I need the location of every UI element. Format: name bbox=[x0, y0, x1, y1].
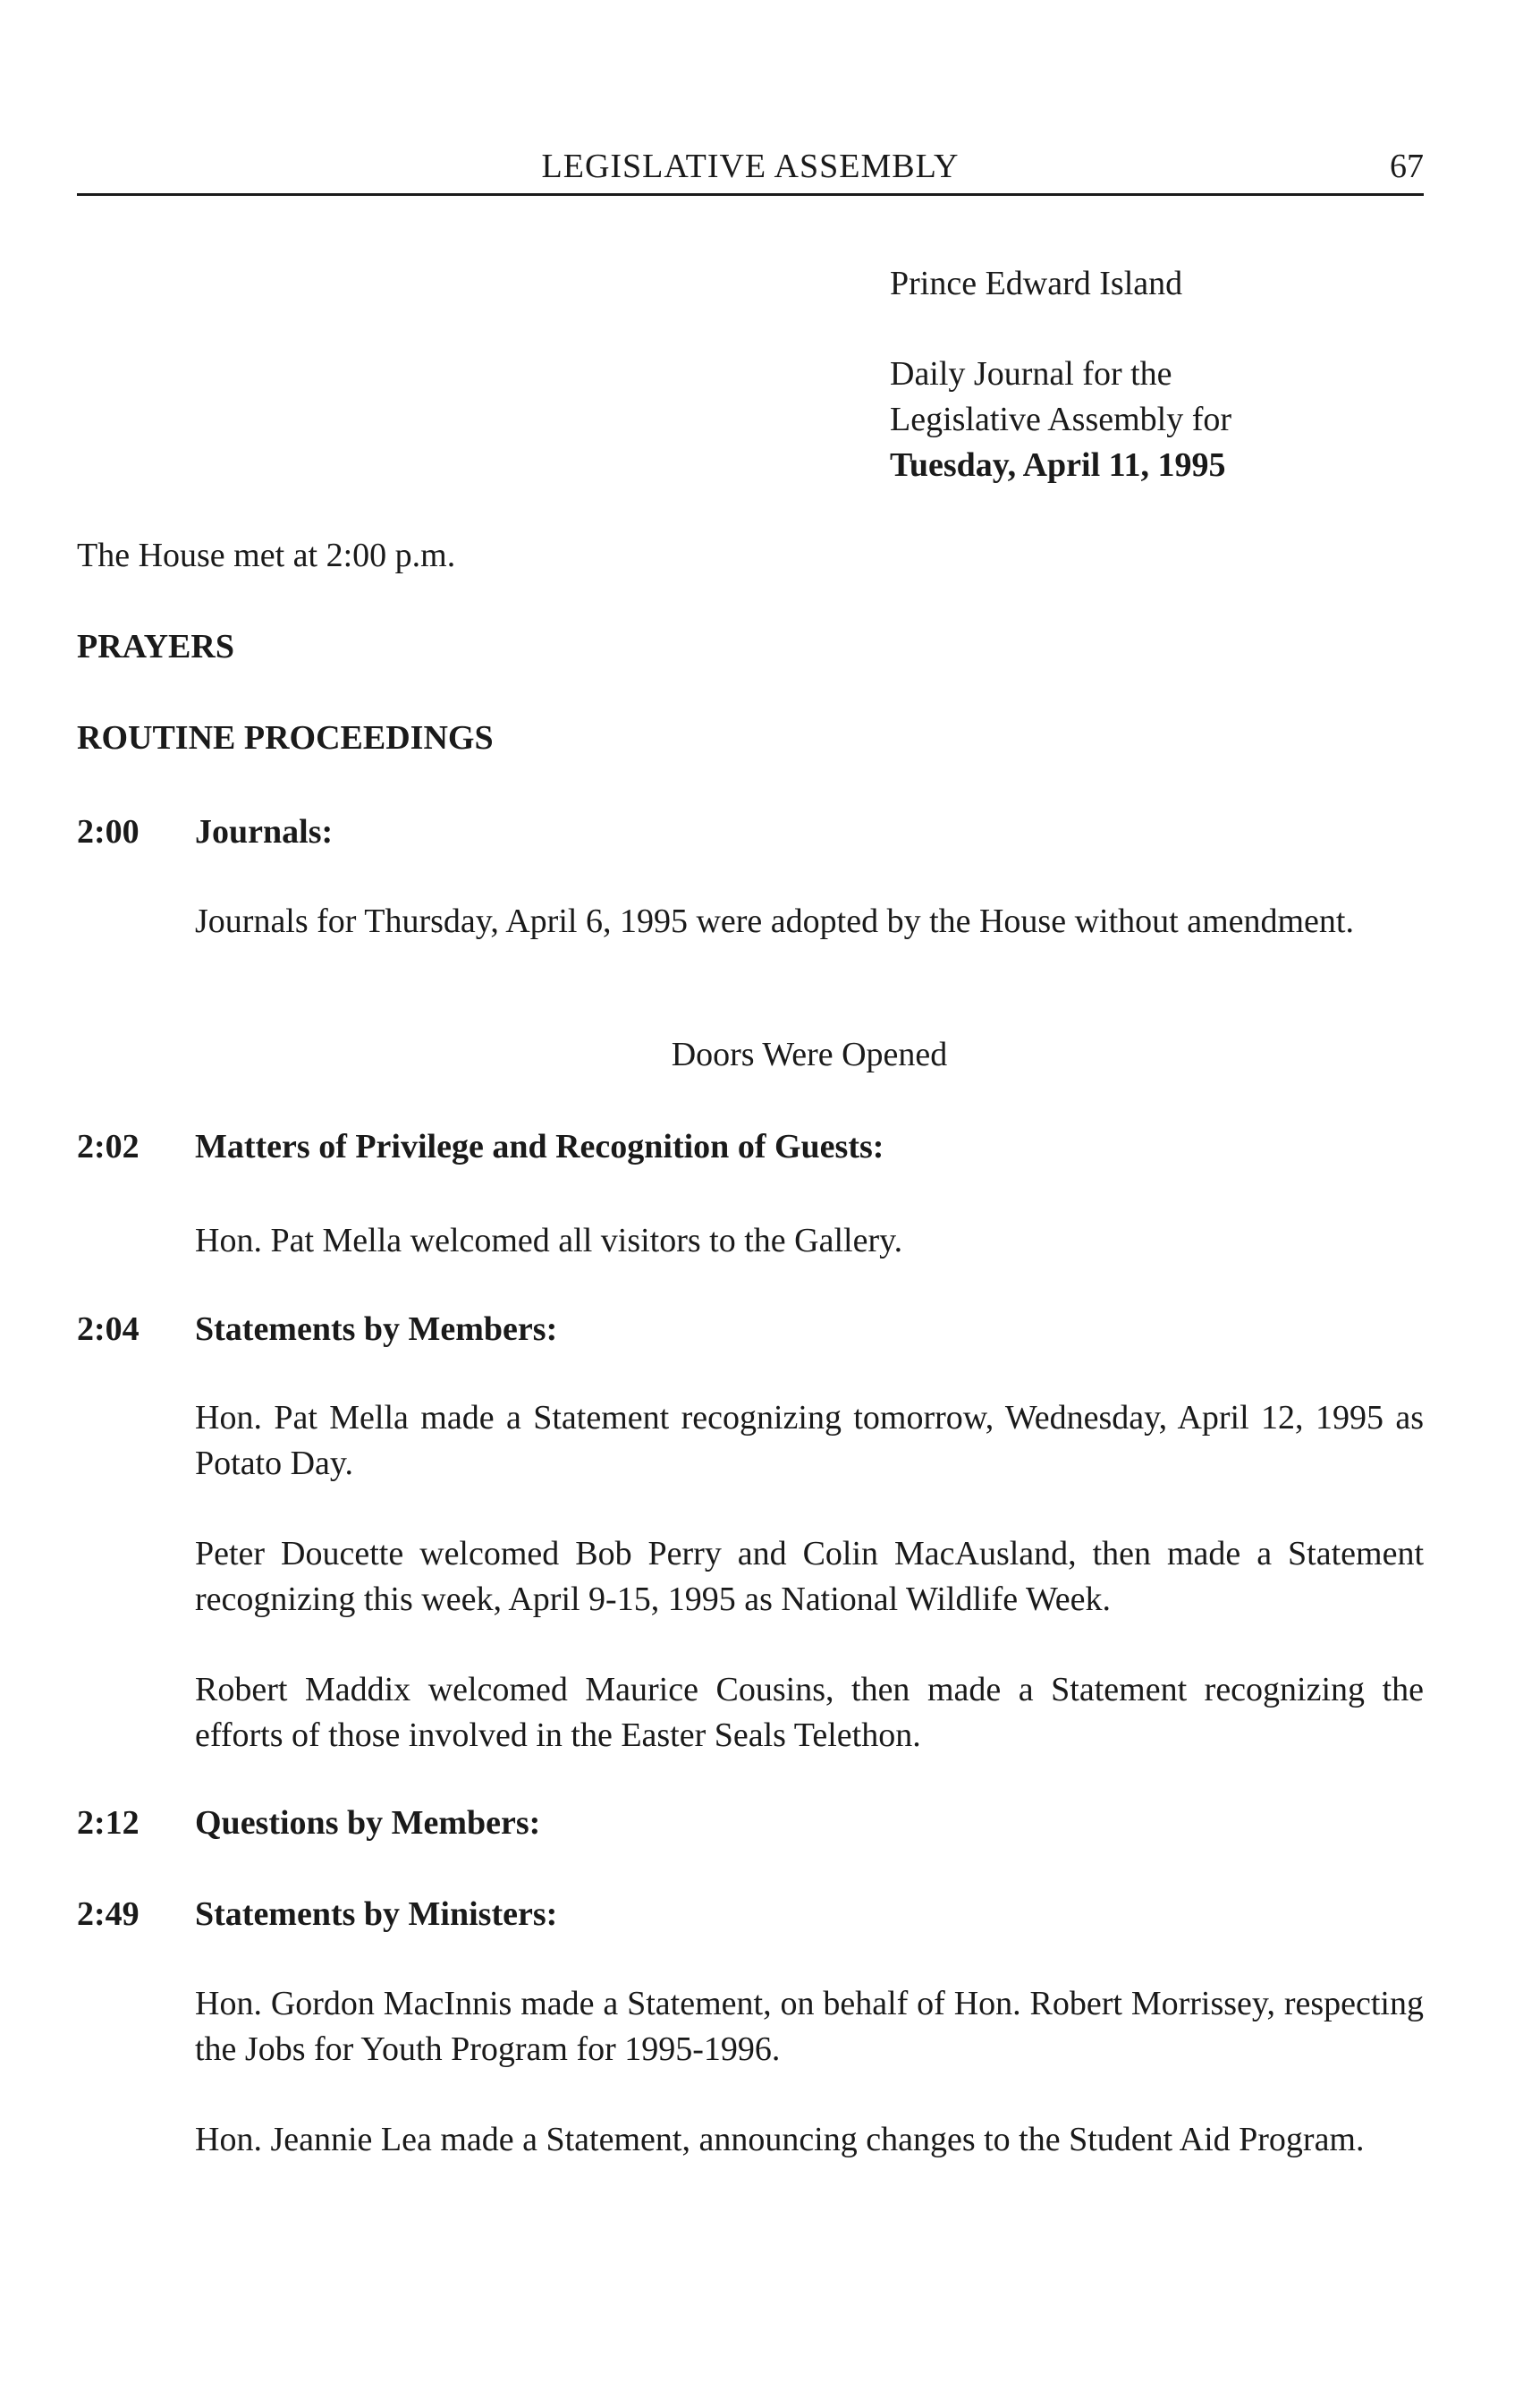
item-time: 2:00 bbox=[77, 813, 140, 851]
item-paragraph: Hon. Pat Mella made a Statement recognizing tomorrow, Wednesday, April 12, 1995 as Potato Day. bbox=[195, 1399, 1424, 1482]
journal-title-line2: Legislative Assembly for bbox=[890, 401, 1232, 438]
page-header bbox=[77, 143, 1424, 196]
header-title: LEGISLATIVE ASSEMBLY bbox=[541, 148, 960, 185]
page-number: 67 bbox=[1390, 148, 1424, 185]
item-time: 2:04 bbox=[77, 1310, 140, 1348]
journal-date: Tuesday, April 11, 1995 bbox=[890, 446, 1226, 484]
title-spacer bbox=[890, 307, 1231, 352]
item-paragraph: Peter Doucette welcomed Bob Perry and Colin MacAusland, then made a Statement recognizing this week, April 9-15, 1995 as National Wildlife Week. bbox=[195, 1535, 1424, 1618]
house-met-text: The House met at 2:00 p.m. bbox=[77, 537, 456, 574]
item-time: 2:12 bbox=[77, 1804, 140, 1842]
item-heading: Statements by Members: bbox=[195, 1310, 558, 1348]
item-time: 2:02 bbox=[77, 1128, 140, 1165]
item-heading: Statements by Ministers: bbox=[195, 1895, 558, 1933]
journal-title-line1: Daily Journal for the bbox=[890, 355, 1172, 393]
item-time: 2:49 bbox=[77, 1895, 140, 1933]
item-heading: Journals: bbox=[195, 813, 334, 851]
doors-opened-note: Doors Were Opened bbox=[671, 1036, 948, 1073]
item-heading: Questions by Members: bbox=[195, 1804, 541, 1842]
item-paragraph: Hon. Jeannie Lea made a Statement, announcing changes to the Student Aid Program. bbox=[195, 2121, 1365, 2158]
item-heading: Matters of Privilege and Recognition of Guests: bbox=[195, 1128, 884, 1165]
item-paragraph: Hon. Gordon MacInnis made a Statement, on behalf of Hon. Robert Morrissey, respecting the Jobs for Youth Program for 1995-1996. bbox=[195, 1985, 1424, 2068]
routine-proceedings-heading: ROUTINE PROCEEDINGS bbox=[77, 719, 494, 757]
item-paragraph: Hon. Pat Mella welcomed all visitors to the Gallery. bbox=[195, 1222, 903, 1259]
journal-title-block bbox=[890, 261, 1231, 488]
prayers-heading: PRAYERS bbox=[77, 628, 234, 665]
province-name: Prince Edward Island bbox=[890, 265, 1183, 302]
item-paragraph: Journals for Thursday, April 6, 1995 were adopted by the House without amendment. bbox=[195, 903, 1354, 940]
item-paragraph: Robert Maddix welcomed Maurice Cousins, then made a Statement recognizing the efforts of those involved in the Easter Seals Telethon. bbox=[195, 1671, 1424, 1754]
